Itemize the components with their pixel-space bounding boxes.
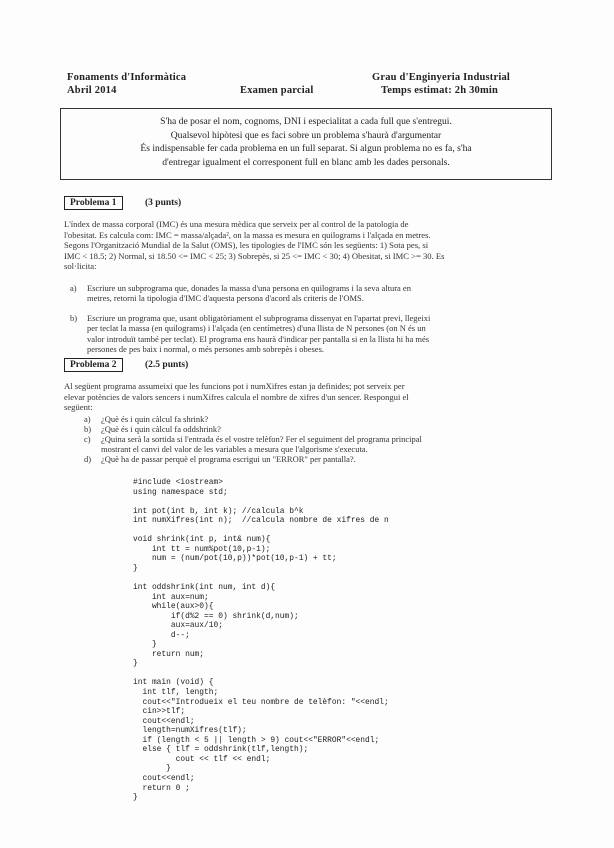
problem-1-intro — [64, 219, 444, 272]
code-line: cout<<"Introdueix el teu nombre de telèfon: "<<endl; — [133, 697, 389, 707]
code-line: } — [133, 764, 171, 774]
instruction-line: d'entregar igualment el corresponent full en blanc amb les dades personals. — [162, 156, 450, 168]
text-line: sol·licita: — [64, 261, 97, 272]
degree-name: Grau d'Enginyeria Industrial — [372, 72, 511, 83]
code-line: using namespace std; — [133, 487, 228, 497]
code-line: } — [133, 563, 138, 573]
question-label: c) — [84, 434, 91, 444]
code-line: void shrink(int p, int& num){ — [133, 535, 271, 545]
instructions-box — [60, 108, 552, 180]
code-line: length=numXifres(tlf); — [133, 726, 247, 736]
text-line: Segons l'Organització Mundial de la Salut (OMS), les tipologies de l'IMC són les següents: 1) Sota pes, si — [64, 240, 429, 251]
question-d — [84, 454, 534, 465]
question-label: b) — [84, 424, 92, 434]
question-text: ¿Què és i quin càlcul fa oddshrink? — [101, 424, 221, 434]
part-label: b) — [70, 313, 78, 323]
code-line: int numXifres(int n); //calcula nombre de xifres de n — [133, 516, 389, 526]
text-line: metres, retorni la tipologia d'IMC d'aquesta persona d'acord als criteris de l'OMS. — [87, 293, 364, 304]
code-line: } — [133, 793, 138, 803]
code-listing — [133, 478, 389, 803]
exam-type: Examen parcial — [240, 85, 314, 96]
problem-2-points: (2.5 punts) — [145, 360, 189, 370]
code-line: } — [133, 659, 138, 669]
code-line: int aux=num; — [133, 592, 209, 602]
problem-2-intro — [64, 381, 409, 413]
code-line: else { tlf = oddshrink(tlf,length); — [133, 745, 309, 755]
code-line: if(d%2 == 0) shrink(d,num); — [133, 611, 299, 621]
exam-date: Abril 2014 — [67, 85, 117, 96]
text-line: Escriure un subprograma que, donades la massa d'una persona en quilograms i la seva altura en — [87, 283, 411, 293]
text-line: valor introduït també per teclat). El programa ens haurà d'indicar per pantalla si en la llista hi ha més — [87, 333, 430, 344]
code-line: cout<<endl; — [133, 716, 195, 726]
text-line: persones de pes baix i normal, o més persones amb sobrepès i obeses. — [87, 344, 324, 355]
question-text: mostrant el canvi del valor de les variables a mesura que l'algorisme s'executa. — [101, 444, 368, 454]
question-text: ¿Què ha de passar perquè el programa escrigui un "ERROR" per pantalla?. — [101, 454, 356, 464]
code-line: cout << tlf << endl; — [133, 754, 271, 764]
text-line: per teclat la massa (en quilograms) i l'alçada (en centímetres) d'una llista de N persones (on N és un — [87, 323, 426, 334]
course-name: Fonaments d'Informàtica — [67, 72, 187, 83]
code-line: num = (num/pot(10,p))*pot(10,p-1) + tt; — [133, 554, 337, 564]
problem-1-part-b — [70, 313, 540, 357]
question-text: ¿Quina serà la sortida si l'entrada és el vostre telèfon? Fer el seguiment del programa principal — [101, 434, 422, 444]
text-line: l'obesitat. Es calcula com: IMC = massa/alçada², on la massa es mesura en quilograms i l'alçada en metres. — [64, 229, 431, 240]
code-line: return 0 ; — [133, 783, 190, 793]
text-line: següent: — [64, 402, 93, 413]
instruction-line: És indispensable fer cada problema en un full separat. Si algun problema no es fa, s'ha — [140, 143, 472, 154]
code-line — [133, 573, 389, 583]
code-line: cout<<endl; — [133, 773, 195, 783]
problem-2-title: Problema 2 — [64, 358, 123, 372]
question-label: d) — [84, 454, 92, 464]
instruction-line: Qualsevol hipòtesi que es faci sobre un problema s'haurà d'argumentar — [170, 129, 442, 141]
code-line: int main (void) { — [133, 678, 214, 688]
text-line: elevar potències de valors sencers i numXifres calcula el nombre de xifres d'un sencer. Respongui el — [64, 391, 409, 402]
code-line: int oddshrink(int num, int d){ — [133, 583, 276, 593]
text-line: Al següent programa assumeixi que les funcions pot i numXifres estan ja definides; pot serveix per — [64, 381, 405, 391]
code-line — [133, 497, 389, 507]
code-line: aux=aux/10; — [133, 621, 223, 631]
question-label: a) — [84, 414, 91, 424]
text-line: Escriure un programa que, usant obligatòriament el subprograma dissenyat en l'apartat previ, llegeixi — [87, 313, 431, 323]
code-line: if (length < 5 || length > 9) cout<<"ERROR"<<endl; — [133, 735, 380, 745]
code-line: return num; — [133, 649, 205, 659]
text-line: L'índex de massa corporal (IMC) és una mesura mèdica que serveix per al control de la patologia de — [64, 219, 409, 229]
problem-1-part-a — [70, 283, 540, 305]
question-text: ¿Què és i quin càlcul fa shrink? — [101, 414, 209, 424]
code-line — [133, 669, 389, 679]
code-line: int tlf, length; — [133, 688, 219, 698]
code-line — [133, 526, 389, 536]
code-line: cin>>tlf; — [133, 707, 186, 717]
code-line: d--; — [133, 630, 190, 640]
instruction-line: S'ha de posar el nom, cognoms, DNI i especialitat a cada full que s'entregui. — [160, 116, 452, 127]
code-line: #include <iostream> — [133, 478, 223, 487]
code-line: } — [133, 640, 157, 650]
problem-1-title: Problema 1 — [64, 196, 123, 210]
code-line: int pot(int b, int k); //calcula b^k — [133, 506, 304, 516]
text-line: IMC < 18.5; 2) Normal, si 18.50 <= IMC < 25; 3) Sobrepès, si 25 <= IMC < 30; 4) Obesitat, si IMC >= 30. Es — [64, 250, 445, 261]
code-line: int tt = num%pot(10,p-1); — [133, 544, 271, 554]
code-line: while(aux>0){ — [133, 602, 214, 612]
part-label: a) — [70, 283, 77, 293]
estimated-time: Temps estimat: 2h 30min — [381, 85, 499, 96]
problem-1-points: (3 punts) — [145, 198, 182, 208]
